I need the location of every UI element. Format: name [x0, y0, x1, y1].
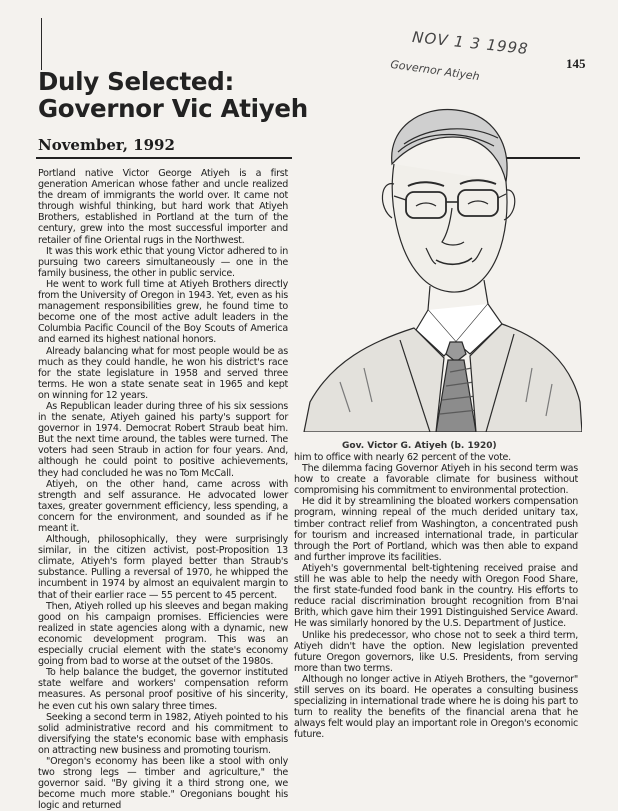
paragraph: He did it by streamlining the bloated workers compensation program, winning repeal of the much derided unitary tax, timber contract relief from Washington, a concentrated push for tourism and increased international trade, in particular through the Port of Portland, which was then able to expand and further improve its facilities. — [294, 496, 578, 563]
paragraph: He went to work full time at Atiyeh Brothers directly from the University of Oregon in 1943. Yet, even as his management responsibilities grew, he found time to become one of the most active adult leaders in the Columbia Pacific Council of the Boy Scouts of America and earned its highest national honors. — [38, 278, 288, 346]
title-line-2: Governor Vic Atiyeh — [38, 94, 308, 123]
paragraph: Although, philosophically, they were surprisingly similar, in the citizen activist, post-Proposition 13 climate, Atiyeh's form played better than Straub's substance. Pulling a reversal of 1970, he whipped the incumbent in 1974 by almost an equivalent margin to that of their earlier race — 55 percent to 45 percent. — [38, 534, 288, 601]
paragraph: him to office with nearly 62 percent of the vote. — [294, 452, 511, 463]
paragraph: Seeking a second term in 1982, Atiyeh pointed to his solid administrative record and his commitment to diversifying the state's economic base with emphasis on attracting new business and promoting tourism. — [38, 711, 288, 756]
article-column-right — [294, 452, 578, 740]
handwritten-note: Governor Atiyeh — [389, 57, 481, 84]
received-date-stamp: NOV 1 3 1998 — [411, 27, 530, 59]
article-title — [38, 68, 308, 122]
article-date: November, 1992 — [38, 136, 175, 154]
paragraph: "Oregon's economy has been like a stool with only two strong legs — timber and agriculture," the governor said. "By giving it a third strong one, we become much more stable." Oregonians bought his logic and returned — [38, 755, 288, 811]
margin-rule — [41, 18, 42, 70]
paragraph: Atiyeh, on the other hand, came across with strength and self assurance. He advocated lower taxes, greater government efficiency, less spending, a concern for the environment, and sounded as if he meant it. — [38, 478, 288, 534]
page-number: 145 — [566, 56, 586, 71]
paragraph: As Republican leader during three of his six sessions in the senate, Atiyeh gained his party's support for governor in 1974. Democrat Robert Straub beat him. But the next time around, the tables were turned. The voters had seen Straub in action for four years. And, although he could point to positive achievements, they had concluded he was no Tom McCall. — [38, 400, 288, 479]
article-column-left — [38, 168, 288, 811]
divider-rule-left — [36, 157, 292, 159]
title-line-1: Duly Selected: — [38, 67, 234, 96]
paragraph: Unlike his predecessor, who chose not to seek a third term, Atiyeh didn't have the option. New legislation prevented future Oregon governors, like U.S. Presidents, from serving more than two terms. — [294, 629, 578, 674]
governor-portrait-illustration — [280, 72, 582, 432]
paragraph: The dilemma facing Governor Atiyeh in his second term was how to create a favorable climate for business without compromising his commitment to environmental protection. — [294, 463, 578, 497]
paragraph: Although no longer active in Atiyeh Brothers, the "governor" still serves on its board. He operates a consulting business specializing in international trade where he is doing his part to turn to reality the benefits of the financial arena that he always felt would play an important role in Oregon's economic future. — [294, 673, 578, 741]
paragraph: Atiyeh's governmental belt-tightening received praise and still he was able to help the needy with Oregon Food Share, the first state-funded food bank in the country. His efforts to reduce racial discrimination brought recognition from B'nai Brith, which gave him their 1991 Distinguished Service Award. He was similarly honored by the U.S. Department of Justice. — [294, 562, 578, 630]
paragraph: To help balance the budget, the governor instituted state welfare and workers' compensation reform measures. As personal proof positive of his sincerity, he even cut his own salary three times. — [38, 667, 288, 712]
paragraph: Portland native Victor George Atiyeh is a first generation American whose father and uncle realized the dream of immigrants the world over. It came not through wishful thinking, but hard work that Atiyeh Brothers, established in Portland at the turn of the century, grew into the most successful importer and retailer of fine Oriental rugs in the Northwest. — [38, 168, 288, 246]
paragraph: Already balancing what for most people would be as much as they could handle, he won his district's race for the state legislature in 1958 and served three terms. He won a state senate seat in 1965 and kept on winning for 12 years. — [38, 345, 288, 401]
paragraph: Then, Atiyeh rolled up his sleeves and began making good on his campaign promises. Efficiencies were realized in state agencies along with a dynamic, new economic development program. This was an especially crucial element with the state's economy going from bad to worse at the outset of the 1980s. — [38, 600, 288, 668]
paragraph: It was this work ethic that young Victor adhered to in pursuing two careers simultaneously — one in the family business, the other in public service. — [38, 245, 288, 279]
portrait-caption: Gov. Victor G. Atiyeh (b. 1920) — [342, 441, 497, 451]
